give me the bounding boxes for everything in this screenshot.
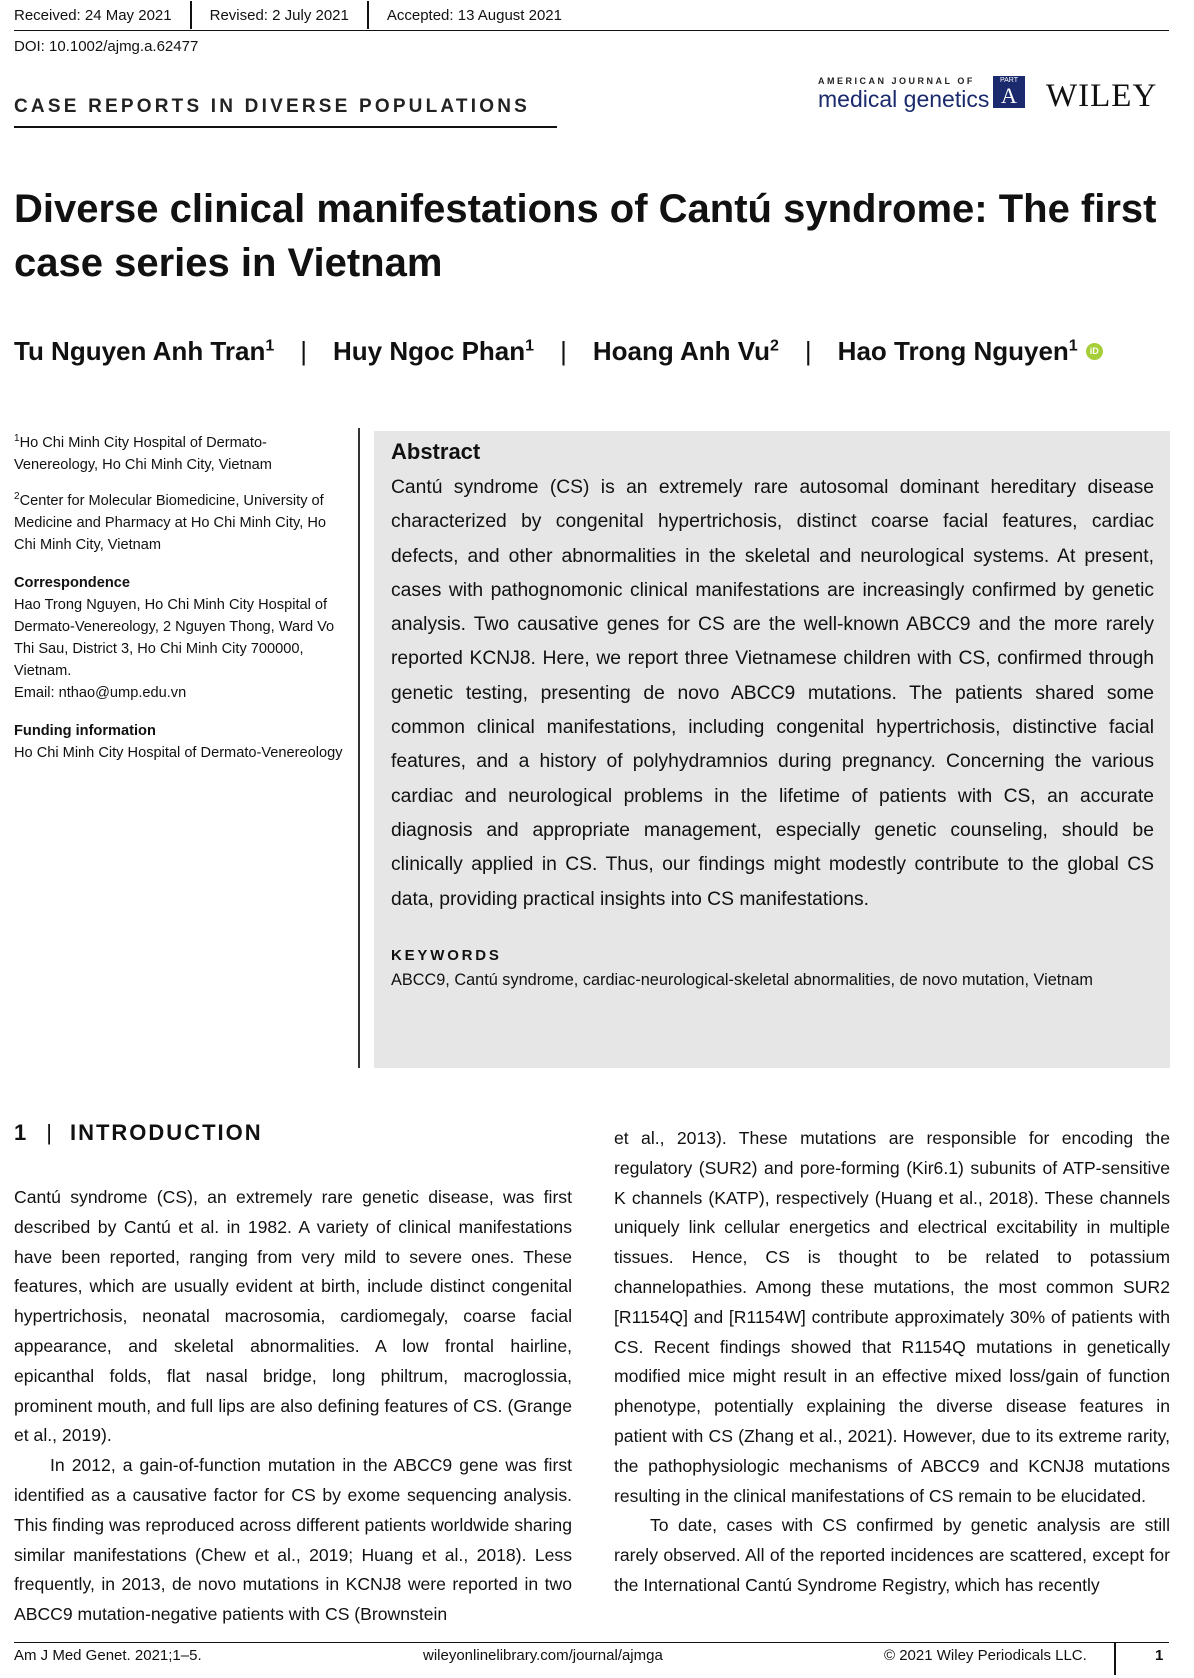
page-number: 1 xyxy=(1155,1647,1164,1664)
author-separator: | xyxy=(300,336,308,366)
affiliation-1: $^1$Ho Chi Minh City Hospital of Dermato-Venereology, Ho Chi Minh City, Vietnam xyxy=(14,433,272,473)
paragraph: To date, cases with CS confirmed by genetic analysis are still rarely observed. All of the reported incidences are scattered, except for the International Cantú Syndrome Registry, which has recently xyxy=(614,1515,1170,1595)
revised-date: Revised: 2 July 2021 xyxy=(209,6,349,24)
keywords-list: ABCC9, Cantú syndrome, cardiac-neurological-skeletal abnormalities, de novo mutation, Vietnam xyxy=(391,970,1093,989)
article-title: Diverse clinical manifestations of Cantú syndrome: The first case series in Vietnam xyxy=(14,187,1157,285)
abstract-box xyxy=(374,431,1170,1068)
journal-logo xyxy=(818,86,989,113)
footer-divider xyxy=(1114,1643,1116,1675)
author-list xyxy=(14,336,1103,367)
author[interactable]: Huy Ngoc Phan$^1$ xyxy=(333,336,535,366)
paragraph: In 2012, a gain-of-function mutation in the ABCC9 gene was first identified as a causative factor for CS by exome sequencing analysis. This finding was reproduced across different patients worldwide sharing similar manifestations (Chew et al., 2019; Huang et al., 2018). Less frequently, in 2013, de novo mutations in KCNJ8 were reported in two ABCC9 mutation-negative patients with CS (Brownstein xyxy=(14,1455,572,1625)
footer-url[interactable]: wileyonlinelibrary.com/journal/ajmga xyxy=(423,1647,663,1664)
section-label: CASE REPORTS IN DIVERSE POPULATIONS xyxy=(14,96,530,117)
article-dates xyxy=(14,0,580,30)
journal-part-badge xyxy=(993,76,1025,108)
header-rule xyxy=(14,30,1169,31)
article-info xyxy=(14,428,349,774)
correspondence-email[interactable]: Email: nthao@ump.edu.vn xyxy=(14,684,187,701)
part-label: PART xyxy=(999,77,1019,84)
author[interactable]: Hoang Anh Vu$^2$ xyxy=(592,336,779,366)
section-heading: 1 | INTRODUCTION xyxy=(14,1120,263,1145)
affiliation-2: $^2$Center for Molecular Biomedicine, University of Medicine and Pharmacy at Ho Chi Minh City, Ho Chi Minh City, Vietnam xyxy=(14,490,326,553)
orcid-icon[interactable]: iD xyxy=(1086,343,1103,360)
body-column-left xyxy=(14,1183,572,1630)
author[interactable]: Hao Trong Nguyen$^1$ xyxy=(837,336,1078,366)
funding-text: Ho Chi Minh City Hospital of Dermato-Venereology xyxy=(14,744,343,761)
author-separator: | xyxy=(804,336,812,366)
body-column-right xyxy=(614,1124,1170,1601)
footer-rule xyxy=(14,1642,1169,1643)
section-underline xyxy=(14,126,557,128)
journal-logo-genetics: genetics xyxy=(903,86,990,112)
correspondence-text: Hao Trong Nguyen, Ho Chi Minh City Hospital of Dermato-Venereology, 2 Nguyen Thong, Ward Vo Thi Sau, District 3, Ho Chi Minh City 700000, Vietnam. xyxy=(14,596,335,679)
footer-copyright: © 2021 Wiley Periodicals LLC. xyxy=(884,1647,1087,1664)
part-letter: A xyxy=(1001,83,1017,108)
abstract-heading: Abstract xyxy=(391,439,481,464)
paragraph: Cantú syndrome (CS), an extremely rare genetic disease, was first described by Cantú et al. in 1982. A variety of clinical manifestations have been reported, ranging from very mild to severe ones. These features, which are usually evident at birth, include distinct congenital hypertrichosis, neonatal macrosomia, cardiomegaly, coarse facial appearance, and skeletal abnormalities. A low frontal hairline, epicanthal folds, flat nasal bridge, long philtrum, macroglossia, prominent mouth, and full lips are also defining features of CS. (Grange et al., 2019). xyxy=(14,1187,572,1446)
author-separator: | xyxy=(560,336,567,366)
received-date: Received: 24 May 2021 xyxy=(14,6,172,24)
publisher-logo: WILEY xyxy=(1046,78,1158,114)
abstract-text: Cantú syndrome (CS) is an extremely rare autosomal dominant hereditary disease characterized by congenital hypertrichosis, distinct coarse facial features, cardiac defects, and other abnormalities in the skeletal and neurological systems. At present, cases with pathognomonic clinical manifestations are increasingly confirmed by genetic analysis. Two causative genes for CS are the well-known ABCC9 and the more rarely reported KCNJ8. Here, we report three Vietnamese children with CS, confirmed through genetic testing, presenting de novo ABCC9 mutations. The patients shared some common clinical manifestations, including congenital hypertrichosis, distinctive facial features, and a history of polyhydramnios during pregnancy. Concerning the various cardiac and neurological problems in the lifetime of patients with CS, an accurate diagnosis and appropriate management, especially genetic counseling, should be clinically applied in CS. Thus, our findings might modestly contribute to the global CS data, providing practical insights into CS manifestations. xyxy=(391,477,1154,910)
journal-logo-top: AMERICAN JOURNAL OF xyxy=(818,76,975,86)
keywords-heading: KEYWORDS xyxy=(391,946,502,964)
paragraph: et al., 2013). These mutations are responsible for encoding the regulatory (SUR2) and pore-forming (Kir6.1) subunits of ATP-sensitive K channels (KATP), respectively (Huang et al., 2018). These channels uniquely link cellular energetics and electrical excitability in multiple tissues. Hence, CS is thought to be related to potassium channelopathies. Among these mutations, the most common SUR2 [R1154Q] and [R1154W] contribute approximately 30% of patients with CS. Recent findings showed that R1154Q mutations in genetically modified mice might result in an effective mixed loss/gain of function phenotype, potentially explaining the diverse disease features in patient with CS (Zhang et al., 2021). However, due to its extreme rarity, the pathophysiologic mechanisms of ABCC9 and KCNJ8 mutations resulting in the clinical manifestations of CS remain to be elucidated. xyxy=(614,1128,1170,1506)
correspondence-heading: Correspondence xyxy=(14,574,130,591)
footer-citation: Am J Med Genet. 2021;1–5. xyxy=(14,1647,202,1664)
accepted-date: Accepted: 13 August 2021 xyxy=(386,6,562,24)
doi[interactable]: DOI: 10.1002/ajmg.a.62477 xyxy=(14,38,199,55)
funding-heading: Funding information xyxy=(14,722,156,739)
author[interactable]: Tu Nguyen Anh Tran$^1$ xyxy=(14,336,275,366)
journal-logo-medical: medical xyxy=(818,86,898,112)
abstract-rule xyxy=(358,428,360,1068)
